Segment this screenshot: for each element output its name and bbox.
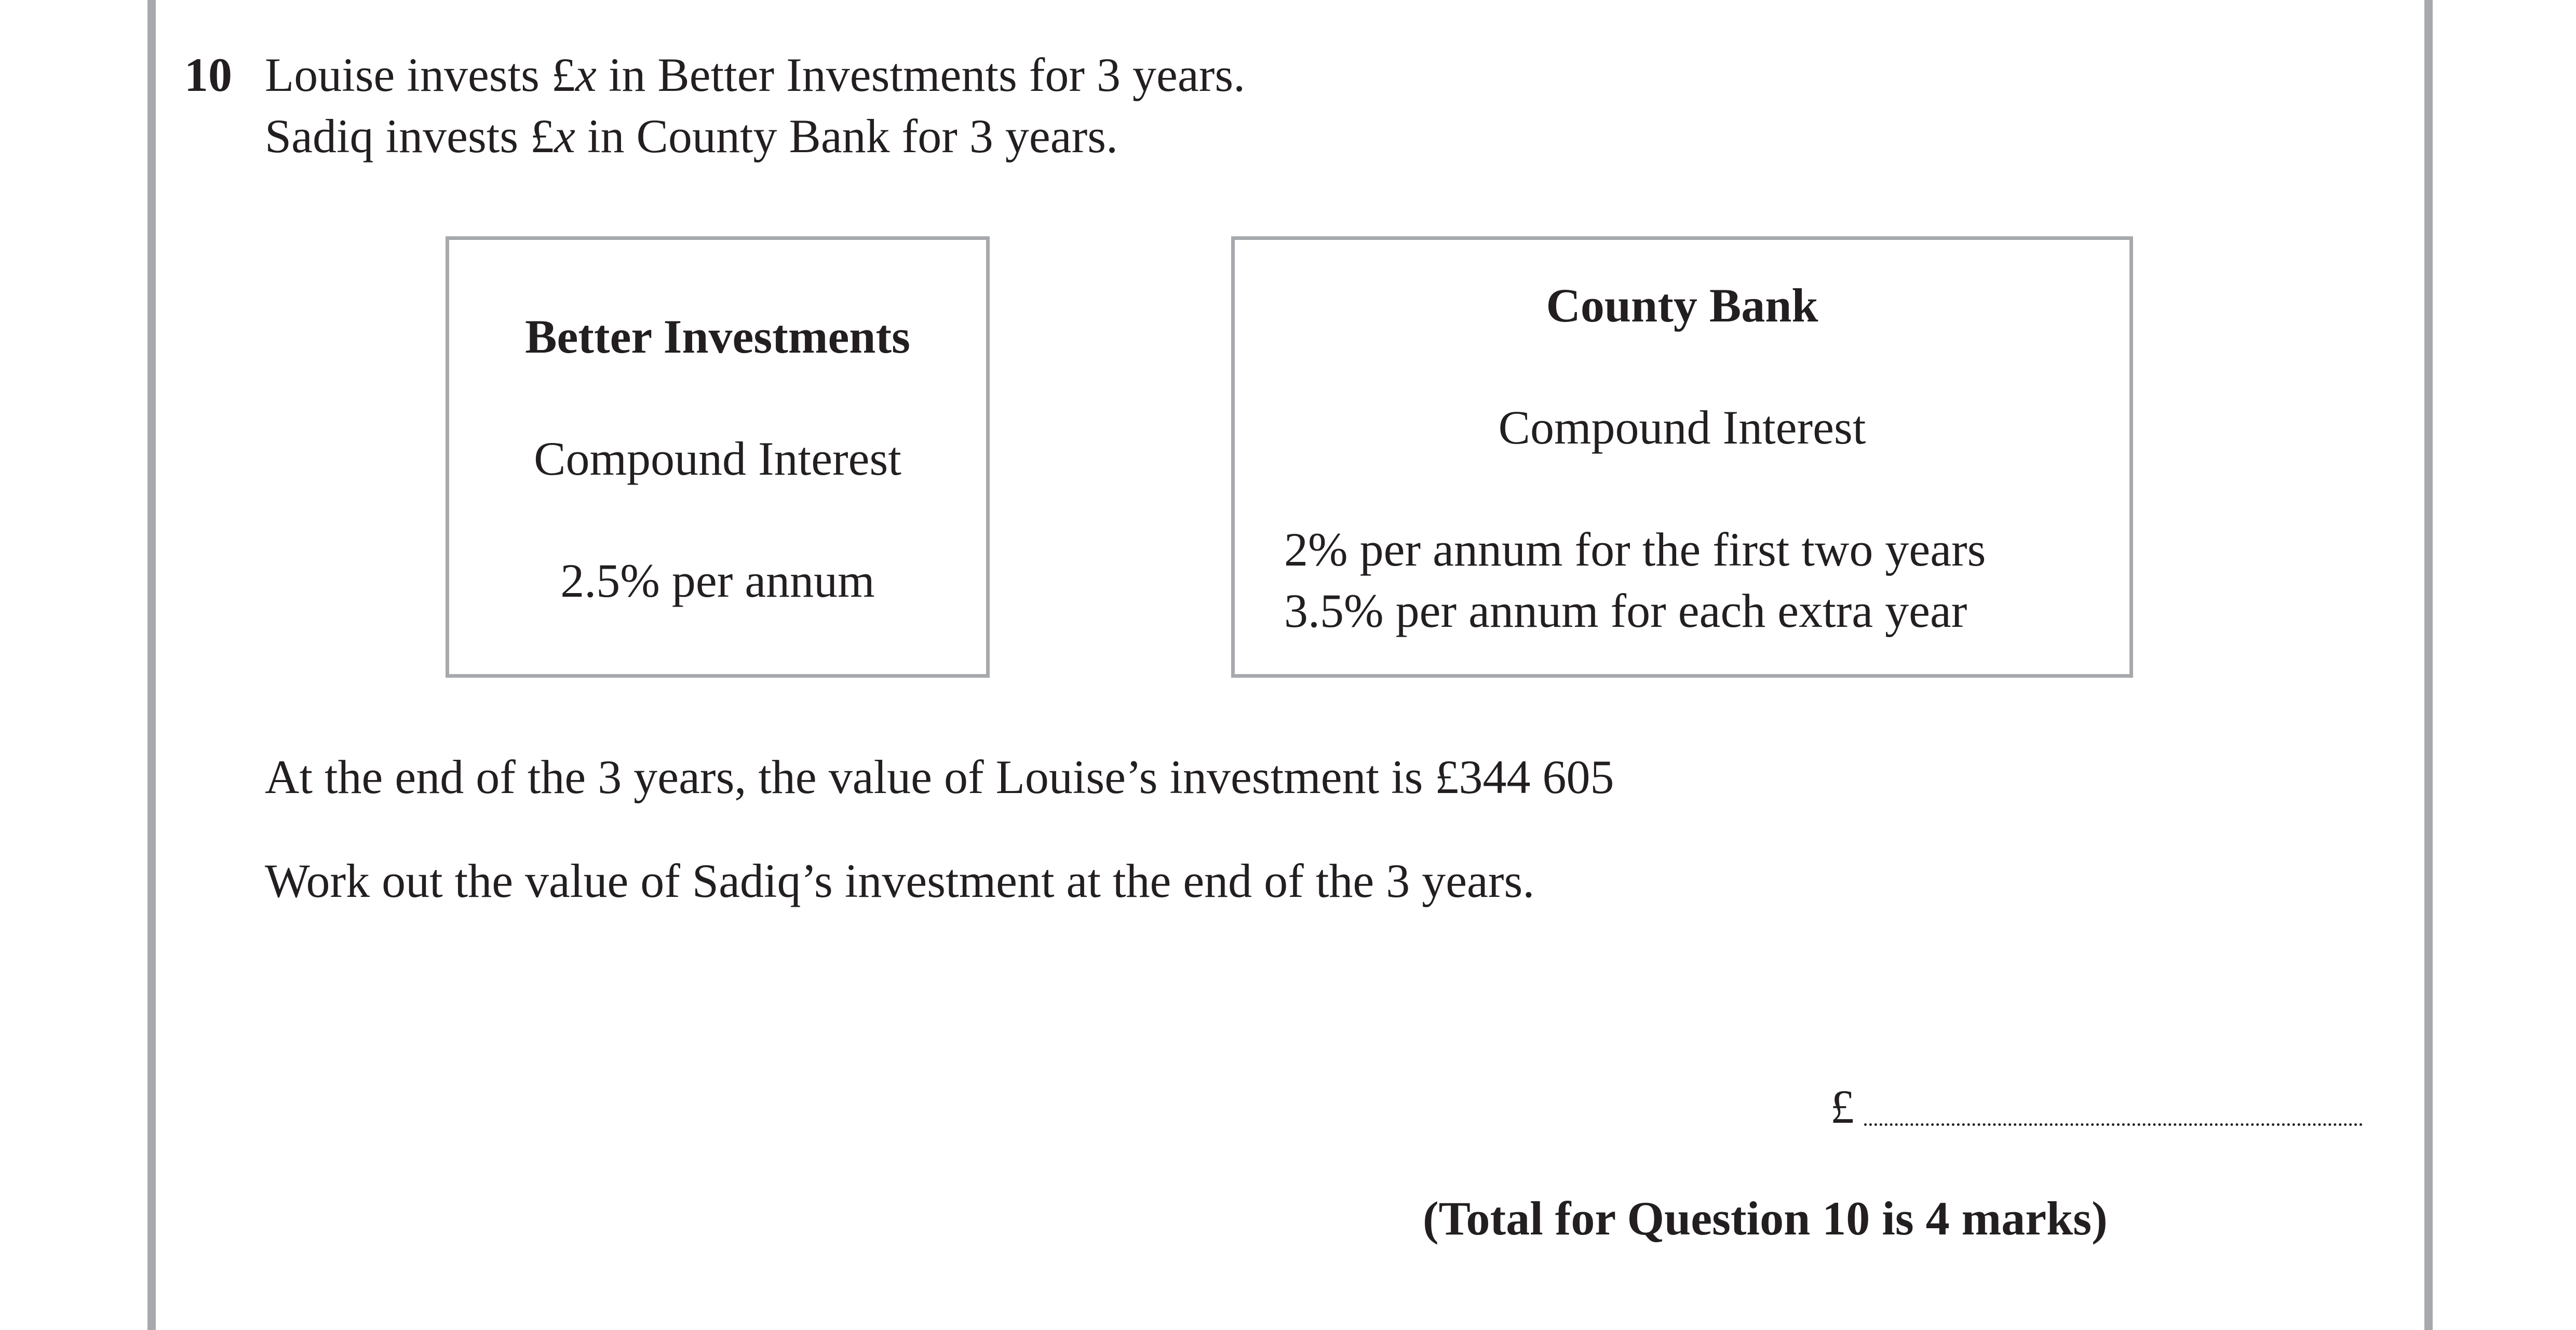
question-line-louise-start: Louise invests £	[265, 48, 575, 101]
answer-currency-symbol: £	[1830, 1080, 1854, 1133]
total-marks: (Total for Question 10 is 4 marks)	[1423, 1192, 2108, 1245]
answer-line[interactable]	[1864, 1123, 2363, 1126]
variable-x: x	[554, 110, 575, 163]
question-instruction: Work out the value of Sadiq’s investment at the end of the 3 years.	[265, 854, 1535, 907]
variable-x: x	[575, 48, 597, 101]
question-line-louise-end: in Better Investments for 3 years.	[596, 48, 1246, 101]
county-bank-rate-extra-year: 3.5% per annum for each extra year	[1284, 584, 1967, 637]
county-bank-rate-first-years: 2% per annum for the first two years	[1284, 523, 1986, 576]
louise-investment-statement: At the end of the 3 years, the value of Louise’s investment is £344 605	[265, 750, 1614, 803]
better-investments-rate: 2.5% per annum	[560, 554, 875, 607]
county-bank-title: County Bank	[1546, 279, 1818, 332]
better-investments-interest-type: Compound Interest	[534, 432, 901, 485]
question-number: 10	[184, 48, 232, 101]
better-investments-box	[446, 236, 990, 678]
county-bank-rates	[1284, 523, 1986, 648]
right-margin-border	[2424, 0, 2433, 1330]
question-line-sadiq	[265, 110, 1118, 163]
question-line-louise	[265, 48, 1246, 101]
better-investments-title: Better Investments	[525, 310, 910, 363]
county-bank-interest-type: Compound Interest	[1498, 401, 1866, 454]
county-bank-box	[1231, 236, 2133, 678]
left-margin-border	[147, 0, 156, 1330]
question-line-sadiq-end: in County Bank for 3 years.	[575, 110, 1118, 163]
question-line-sadiq-start: Sadiq invests £	[265, 110, 555, 163]
